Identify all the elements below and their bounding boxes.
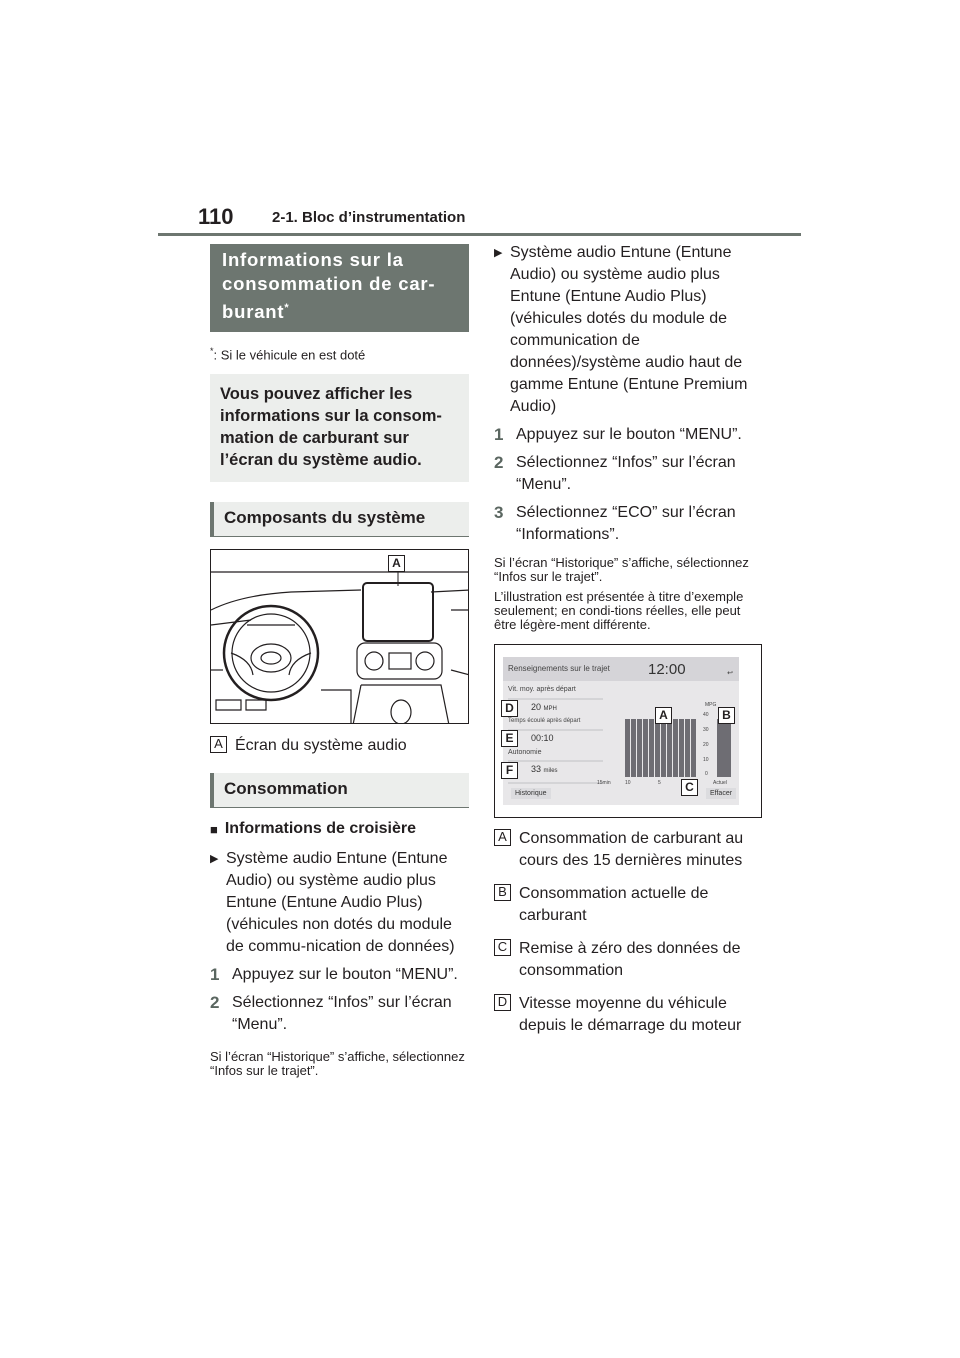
x-tick: 15min xyxy=(597,780,611,786)
right-item-text: Système audio Entune (Entune Audio) ou système audio plus Entune (Entune Audio Plus) (véhicules dotés du module de communication de données)/système audio haut de gamme Entune (Entune Premium Audio) xyxy=(510,244,748,415)
step-number: 1 xyxy=(210,965,220,985)
step-text: Sélectionnez “Infos” sur l’écran “Menu”. xyxy=(232,994,452,1034)
title-line-2: consommation de car- xyxy=(222,273,436,294)
footnote xyxy=(210,346,469,362)
screen-label-a: A xyxy=(655,707,672,724)
page-number: 110 xyxy=(198,204,234,229)
dashboard-drawing xyxy=(211,550,469,724)
right-note-1: Si l’écran “Historique” s’affiche, sélectionnez “Infos sur le trajet”. xyxy=(494,555,749,584)
legend-text: Consommation actuelle de carburant xyxy=(519,885,709,924)
screen-label-d: D xyxy=(501,700,518,717)
y-tick: 40 xyxy=(703,712,709,718)
screen-label-c: C xyxy=(681,779,698,796)
screen-label-f: F xyxy=(501,762,518,779)
screen-display xyxy=(503,657,739,805)
mpg-label: MPG xyxy=(705,702,717,708)
legend-letter: D xyxy=(494,994,511,1011)
step-text: Appuyez sur le bouton “MENU”. xyxy=(232,966,458,984)
y-tick: 0 xyxy=(705,771,708,777)
step-text: Sélectionnez “ECO” sur l’écran “Informations”. xyxy=(516,504,736,543)
y-tick: 30 xyxy=(703,727,709,733)
footnote-text: : Si le véhicule en est doté xyxy=(213,347,366,363)
legend-item xyxy=(494,938,762,982)
screen-title: Renseignements sur le trajet xyxy=(508,664,610,673)
clear-button[interactable]: Effacer xyxy=(706,788,736,799)
intro-box: Vous pouvez afficher les informations sur la consom-mation de carburant sur l’écran du système audio. xyxy=(210,374,469,482)
step-number: 2 xyxy=(210,993,220,1013)
cruise-item-text: Système audio Entune (Entune Audio) ou système audio plus Entune (Entune Audio Plus) (véhicules non dotés du module de commu-nication de données) xyxy=(226,850,455,956)
step-text: Sélectionnez “Infos” sur l’écran “Menu”. xyxy=(516,454,736,493)
section-title: 2-1. Bloc d’instrumentation xyxy=(272,209,466,226)
range-unit: miles xyxy=(543,768,558,774)
illus-label-a: A xyxy=(388,555,405,572)
history-button[interactable]: Historique xyxy=(511,788,551,799)
right-step-2 xyxy=(494,452,762,496)
elapsed-value: 00:10 xyxy=(531,733,554,743)
cruise-header xyxy=(210,820,469,838)
left-step-1 xyxy=(210,964,469,986)
title-line-3: burant xyxy=(222,301,285,323)
components-header: Composants du système xyxy=(210,502,469,537)
x-tick: 5 xyxy=(658,780,661,786)
right-column xyxy=(494,242,762,1037)
legend-letter: A xyxy=(210,736,227,753)
avg-speed-number: 20 xyxy=(531,702,542,712)
legend-letter: A xyxy=(494,829,511,846)
legend-item xyxy=(494,993,762,1037)
right-note-2: L’illustration est présentée à titre d’exemple seulement; en condi-tions réelles, elle peut être légère-ment différente. xyxy=(494,589,744,632)
right-step-3 xyxy=(494,502,762,546)
step-number: 3 xyxy=(494,503,504,522)
title-line-1: Informations sur la xyxy=(222,249,404,270)
step-number: 1 xyxy=(494,425,504,444)
step-text: Appuyez sur le bouton “MENU”. xyxy=(516,426,742,443)
elapsed-label: Temps écoulé après départ xyxy=(508,718,581,724)
screen-label-e: E xyxy=(501,730,518,747)
cruise-header-text: Informations de croisière xyxy=(224,820,417,838)
header-rule xyxy=(158,233,801,236)
right-step-1 xyxy=(494,424,762,446)
legend-text: Écran du système audio xyxy=(235,737,407,755)
screen-clock: 12:00 xyxy=(648,661,686,678)
legend-letter: C xyxy=(494,939,511,956)
screen-label-b: B xyxy=(718,707,735,724)
main-title-box xyxy=(210,244,469,332)
trip-info-screen xyxy=(494,644,762,818)
x-tick: 10 xyxy=(625,780,631,786)
actual-label: Actuel xyxy=(713,780,727,786)
legend-item xyxy=(494,883,762,927)
left-column xyxy=(210,244,469,1078)
y-tick: 10 xyxy=(703,757,709,763)
left-step-2 xyxy=(210,992,469,1036)
range-label: Autonomie xyxy=(508,749,542,756)
legend-text: Remise à zéro des données de consommation xyxy=(519,940,741,979)
legend-item xyxy=(494,828,762,872)
right-item xyxy=(494,242,762,418)
title-line-3-wrap xyxy=(222,296,457,324)
legend-text: Consommation de carburant au cours des 15 dernières minutes xyxy=(519,830,744,869)
avg-speed-label: Vit. moy. après départ xyxy=(508,686,576,693)
consumption-header: Consommation xyxy=(210,773,469,808)
legend-letter: B xyxy=(494,884,511,901)
avg-speed-unit: MPH xyxy=(543,706,557,712)
triangle-bullet-icon: ▶ xyxy=(494,247,503,259)
range-number: 33 xyxy=(531,764,542,774)
back-icon[interactable]: ↩ xyxy=(727,670,733,677)
cruise-item xyxy=(210,848,469,958)
footnote-star: * xyxy=(210,346,214,357)
legend-text: Vitesse moyenne du véhicule depuis le démarrage du moteur xyxy=(519,995,742,1034)
title-star: * xyxy=(284,302,290,314)
y-tick: 20 xyxy=(703,742,709,748)
triangle-bullet-icon: ▶ xyxy=(210,853,219,866)
legend-item xyxy=(210,735,469,757)
dashboard-illustration xyxy=(210,549,469,724)
step-number: 2 xyxy=(494,453,504,472)
left-note: Si l’écran “Historique” s’affiche, sélectionnez “Infos sur le trajet”. xyxy=(210,1049,465,1079)
square-bullet-icon: ■ xyxy=(210,822,218,838)
